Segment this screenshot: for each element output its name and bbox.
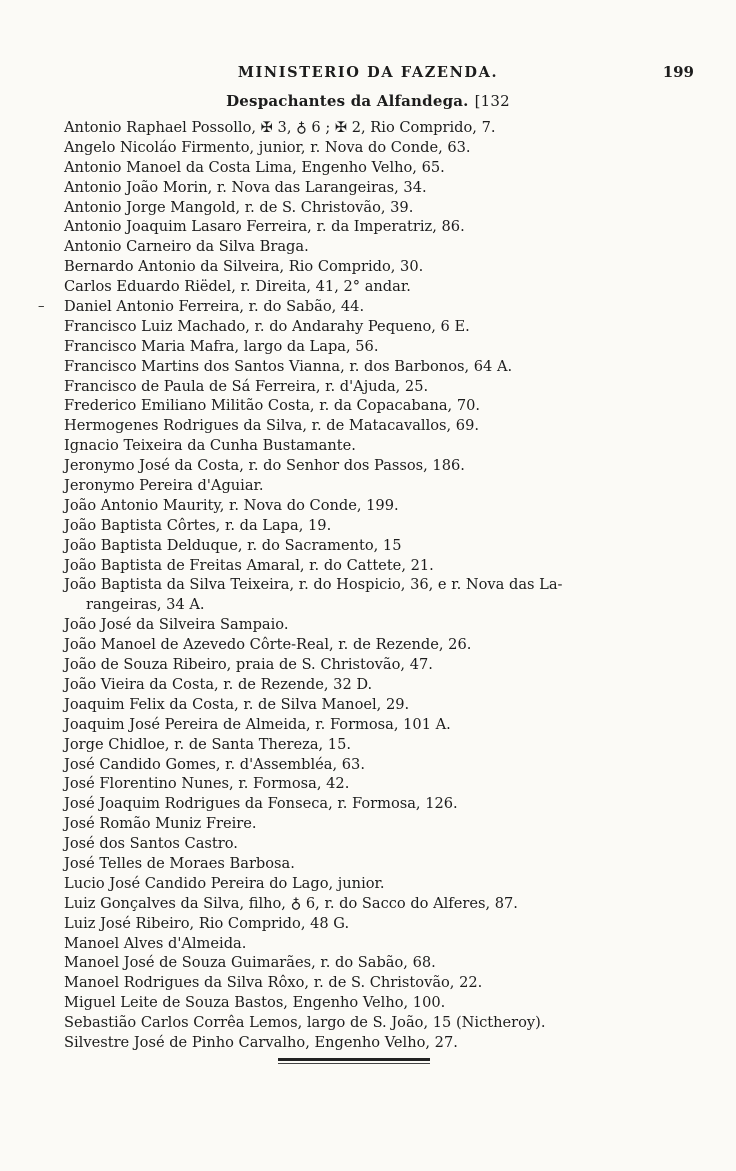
- closing-rule-thin: [278, 1063, 430, 1064]
- list-item: [0, 237, 736, 257]
- list-item: [0, 655, 736, 675]
- list-item: [0, 774, 736, 794]
- entry-text: Manoel Alves d'Almeida.: [64, 934, 247, 952]
- entry-text: Jeronymo José da Costa, r. do Senhor dos Passos, 186.: [64, 457, 465, 475]
- list-item: [0, 277, 736, 297]
- entry-text: Jeronymo Pereira d'Aguiar.: [64, 477, 264, 495]
- list-item: [0, 715, 736, 735]
- list-item: [0, 396, 736, 416]
- list-item: [0, 695, 736, 715]
- entry-text: João Manoel de Azevedo Côrte-Real, r. de Rezende, 26.: [64, 636, 472, 654]
- directory-list: [0, 118, 736, 1053]
- list-item: [0, 178, 736, 198]
- entry-text: Joaquim Felix da Costa, r. de Silva Manoel, 29.: [64, 695, 410, 713]
- list-item: [0, 934, 736, 954]
- entry-text: Antonio Joaquim Lasaro Ferreira, r. da Imperatriz, 86.: [64, 218, 465, 236]
- list-item: [0, 317, 736, 337]
- entry-text: João José da Silveira Sampaio.: [64, 616, 289, 634]
- list-item: [0, 635, 736, 655]
- list-item: [0, 138, 736, 158]
- entry-text: João Baptista da Silva Teixeira, r. do Hospicio, 36, e r. Nova das La-: [64, 576, 563, 594]
- list-item: [0, 953, 736, 973]
- entry-text: Joaquim José Pereira de Almeida, r. Formosa, 101 A.: [64, 715, 451, 733]
- list-item: [0, 337, 736, 357]
- list-item: [0, 874, 736, 894]
- entry-text: João Antonio Maurity, r. Nova do Conde, 199.: [64, 496, 399, 514]
- list-item: [0, 894, 736, 914]
- entry-text: Sebastião Carlos Corrêa Lemos, largo de S. João, 15 (Nictheroy).: [64, 1014, 546, 1032]
- entry-text: Carlos Eduardo Riëdel, r. Direita, 41, 2° andar.: [64, 278, 411, 296]
- list-item: [0, 217, 736, 237]
- entry-text: Daniel Antonio Ferreira, r. do Sabão, 44.: [64, 298, 365, 316]
- entry-text: Bernardo Antonio da Silveira, Rio Comprido, 30.: [64, 258, 424, 276]
- list-item: [0, 834, 736, 854]
- section-title: Despachantes da Alfandega.: [226, 92, 469, 110]
- section-heading: [0, 92, 736, 110]
- closing-rule-thick: [278, 1058, 430, 1061]
- page-number: 199: [662, 63, 694, 81]
- entry-text: José Joaquim Rodrigues da Fonseca, r. Formosa, 126.: [64, 795, 458, 813]
- entry-text: Miguel Leite de Souza Bastos, Engenho Velho, 100.: [64, 994, 446, 1012]
- list-item: [0, 556, 736, 576]
- entry-text: Luiz José Ribeiro, Rio Comprido, 48 G.: [64, 914, 350, 932]
- list-item: [0, 675, 736, 695]
- list-item: [0, 198, 736, 218]
- list-item: [0, 755, 736, 775]
- entry-text: Manoel José de Souza Guimarães, r. do Sabão, 68.: [64, 954, 436, 972]
- entry-text: Angelo Nicoláo Firmento, junior, r. Nova do Conde, 63.: [64, 138, 471, 156]
- list-item: [0, 257, 736, 277]
- list-item: [0, 794, 736, 814]
- entry-text: Antonio Manoel da Costa Lima, Engenho Velho, 65.: [64, 158, 445, 176]
- list-item: [0, 735, 736, 755]
- list-item: [0, 615, 736, 635]
- running-title: MINISTERIO DA FAZENDA.: [237, 64, 499, 81]
- list-item: [0, 158, 736, 178]
- list-item: [0, 416, 736, 436]
- section-reference: [132: [474, 92, 510, 110]
- entry-text: Antonio Jorge Mangold, r. de S. Christovão, 39.: [64, 198, 414, 216]
- entry-text: Silvestre José de Pinho Carvalho, Engenho Velho, 27.: [64, 1033, 458, 1051]
- entry-text: João Baptista Delduque, r. do Sacramento, 15: [64, 536, 402, 554]
- entry-text: José dos Santos Castro.: [64, 835, 238, 853]
- list-item: [0, 575, 736, 595]
- entry-text: João Vieira da Costa, r. de Rezende, 32 D.: [64, 675, 373, 693]
- entry-text: José Romão Muniz Freire.: [64, 815, 257, 833]
- entry-text: rangeiras, 34 A.: [86, 596, 205, 614]
- list-item: [0, 496, 736, 516]
- list-item-continuation: [0, 595, 736, 615]
- entry-text: José Telles de Moraes Barbosa.: [64, 854, 295, 872]
- entry-text: Antonio Raphael Possollo, ✠ 3, ♁ 6 ; ✠ 2, Rio Comprido, 7.: [64, 119, 496, 136]
- entry-text: Lucio José Candido Pereira do Lago, junior.: [64, 874, 385, 892]
- entry-text: Frederico Emiliano Militão Costa, r. da Copacabana, 70.: [64, 397, 481, 415]
- entry-text: Jorge Chidloe, r. de Santa Thereza, 15.: [64, 735, 352, 753]
- entry-text: José Candido Gomes, r. d'Assembléa, 63.: [64, 755, 365, 773]
- entry-text: Francisco Luiz Machado, r. do Andarahy Pequeno, 6 E.: [64, 317, 470, 335]
- entry-text: Francisco Maria Mafra, largo da Lapa, 56.: [64, 337, 379, 355]
- list-item: [0, 476, 736, 496]
- entry-text: João de Souza Ribeiro, praia de S. Christovão, 47.: [64, 656, 433, 674]
- list-item: [0, 1013, 736, 1033]
- entry-text: Francisco de Paula de Sá Ferreira, r. d'Ajuda, 25.: [64, 377, 429, 395]
- list-item: [0, 118, 736, 138]
- list-item: [0, 1033, 736, 1053]
- list-item: [0, 993, 736, 1013]
- entry-text: Ignacio Teixeira da Cunha Bustamante.: [64, 437, 356, 455]
- entry-text: Antonio João Morin, r. Nova das Larangeiras, 34.: [64, 178, 427, 196]
- entry-text: João Baptista de Freitas Amaral, r. do Cattete, 21.: [64, 556, 434, 574]
- entry-text: Francisco Martins dos Santos Vianna, r. dos Barbonos, 64 A.: [64, 357, 513, 375]
- margin-dash: –: [38, 299, 45, 315]
- list-item: [0, 536, 736, 556]
- entry-text: José Florentino Nunes, r. Formosa, 42.: [64, 775, 350, 793]
- list-item: [0, 436, 736, 456]
- entry-text: Manoel Rodrigues da Silva Rôxo, r. de S. Christovão, 22.: [64, 974, 483, 992]
- list-item: [0, 516, 736, 536]
- list-item: [0, 357, 736, 377]
- entry-text: João Baptista Côrtes, r. da Lapa, 19.: [64, 516, 332, 534]
- list-item: [0, 297, 736, 317]
- entry-text: Luiz Gonçalves da Silva, filho, ♁ 6, r. do Sacco do Alferes, 87.: [64, 894, 518, 912]
- list-item: [0, 456, 736, 476]
- list-item: [0, 814, 736, 834]
- entry-text: Antonio Carneiro da Silva Braga.: [64, 238, 309, 256]
- list-item: [0, 377, 736, 397]
- list-item: [0, 914, 736, 934]
- list-item: [0, 854, 736, 874]
- list-item: [0, 973, 736, 993]
- running-head: [0, 62, 736, 86]
- entry-text: Hermogenes Rodrigues da Silva, r. de Matacavallos, 69.: [64, 417, 480, 435]
